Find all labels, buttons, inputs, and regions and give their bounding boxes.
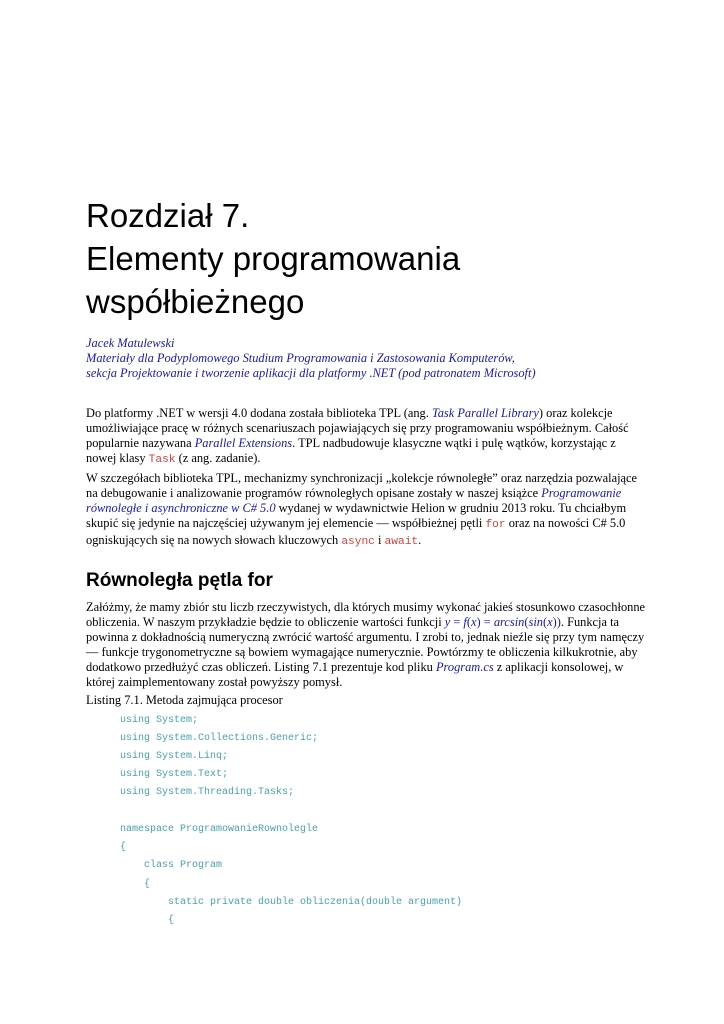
text: i [374,533,385,547]
chapter-title-line-1: Rozdział 7. [86,197,250,234]
section-paragraph [86,600,646,690]
inline-code-async: async [341,536,375,548]
code-line: class Program [120,860,223,871]
math-sin: sin [528,615,543,629]
math-y: y [444,615,451,629]
code-line: using System; [120,715,199,726]
chapter-title-line-2: Elementy programowania [86,240,461,277]
math-paren: ) = [476,615,494,629]
text: obliczenia. W naszym przykładzie będzie to obliczenie wartości funkcji [86,615,445,629]
section-heading: Równoległa pętla for [86,570,273,591]
code-line: static private double obliczenia(double argument) [120,897,463,908]
text: dodatkowo przedłużyć czas obliczeń. Listing 7.1 prezentuje kod pliku [86,660,436,674]
author-affiliation-1: Materiały dla Podyplomowego Studium Programowania i Zastosowania Komputerów, [86,351,515,365]
math-paren: )) [552,615,561,629]
code-line: namespace ProgramowanieRownolegle [120,824,319,835]
text: wydanej w wydawnictwie Helion w grudniu 2013 roku. Tu chciałbym [275,501,627,515]
inline-code-task: Task [148,454,176,466]
intro-paragraph-2 [86,471,646,550]
chapter-title [86,194,646,323]
text: której zaimplementowany został powyższy pomysł. [86,675,343,689]
inline-code-for: for [485,519,506,531]
text: Załóżmy, że mamy zbiór stu liczb rzeczywistych, dla których musimy wykonać jakieś stosunkowo czasochłonne [86,600,646,614]
code-line: { [120,915,175,926]
text: — funkcje trygonometryczne są bowiem wymagające numerycznie. Powtórzmy te obliczenia kilkukrotnie, aby [86,645,638,659]
text: . TPL nadbudowuje klasyczne wątki i pulę wątków, korzystając z [292,436,616,450]
code-line: using System.Linq; [120,751,229,762]
text: powinna z dokładnością numeryczną zwrócić wartość argumentu. I zrobi to, jednak nieźle się przy tym namęczy [86,630,645,644]
text: na debugowanie i analizowanie programów równoległych opisane zostały w naszej książce [86,486,542,500]
link-program-cs[interactable]: Program.cs [435,660,494,674]
inline-code-await: await [384,536,419,548]
math-paren: ( [466,615,472,629]
math-f: f [463,615,467,629]
text: popularnie nazywana [86,436,195,450]
intro-paragraph-1 [86,406,646,468]
text: umożliwiające pracę w różnych scenariuszach pojawiających się przy programowaniu współbieżnym. Całość [86,421,629,435]
math-x: x [547,615,553,629]
code-line: { [120,879,151,890]
text: oraz na nowości C# 5.0 [505,516,626,530]
math-eq: = [450,615,464,629]
link-task-parallel-library[interactable]: Task Parallel Library [431,406,539,420]
code-line: using System.Threading.Tasks; [120,787,295,798]
math-x: x [471,615,477,629]
author-affiliation-2: sekcja Projektowanie i tworzenie aplikacji dla platformy .NET (pod patronatem Microsoft) [86,366,536,380]
link-parallel-extensions[interactable]: Parallel Extensions [194,436,293,450]
code-line: using System.Text; [120,769,229,780]
text: Do platformy .NET w wersji 4.0 dodana została biblioteka TPL (ang. [86,406,432,420]
text: . [418,533,422,547]
chapter-title-line-3: współbieżnego [86,283,305,320]
text: z aplikacji konsolowej, w [493,660,624,674]
text: ) oraz kolekcje [538,406,613,420]
code-line: { [120,842,127,853]
link-book-title-part-1[interactable]: Programowanie [541,486,622,500]
math-paren: ( [542,615,548,629]
link-book-title-part-2[interactable]: równoległe i asynchroniczne w C# 5.0 [86,501,276,515]
text: W szczegółach biblioteka TPL, mechanizmy synchronizacji „kolekcje równoległe” oraz narzędzia pozwalające [86,471,638,485]
listing-caption: Listing 7.1. Metoda zajmująca procesor [86,693,283,707]
math-paren: ( [524,615,529,629]
text: (z ang. zadanie). [175,451,261,465]
author-name: Jacek Matulewski [86,336,175,350]
text: . Funkcja ta [560,615,620,629]
text: ogniskujących się na nowych słowach kluczowych [86,533,342,547]
author-block [86,336,646,381]
math-arcsin: arcsin [493,615,525,629]
text: nowej klasy [86,451,149,465]
code-line: using System.Collections.Generic; [120,733,319,744]
text: skupić się jedynie na najczęściej używanym jej elemencie — współbieżnej pętli [86,516,486,530]
